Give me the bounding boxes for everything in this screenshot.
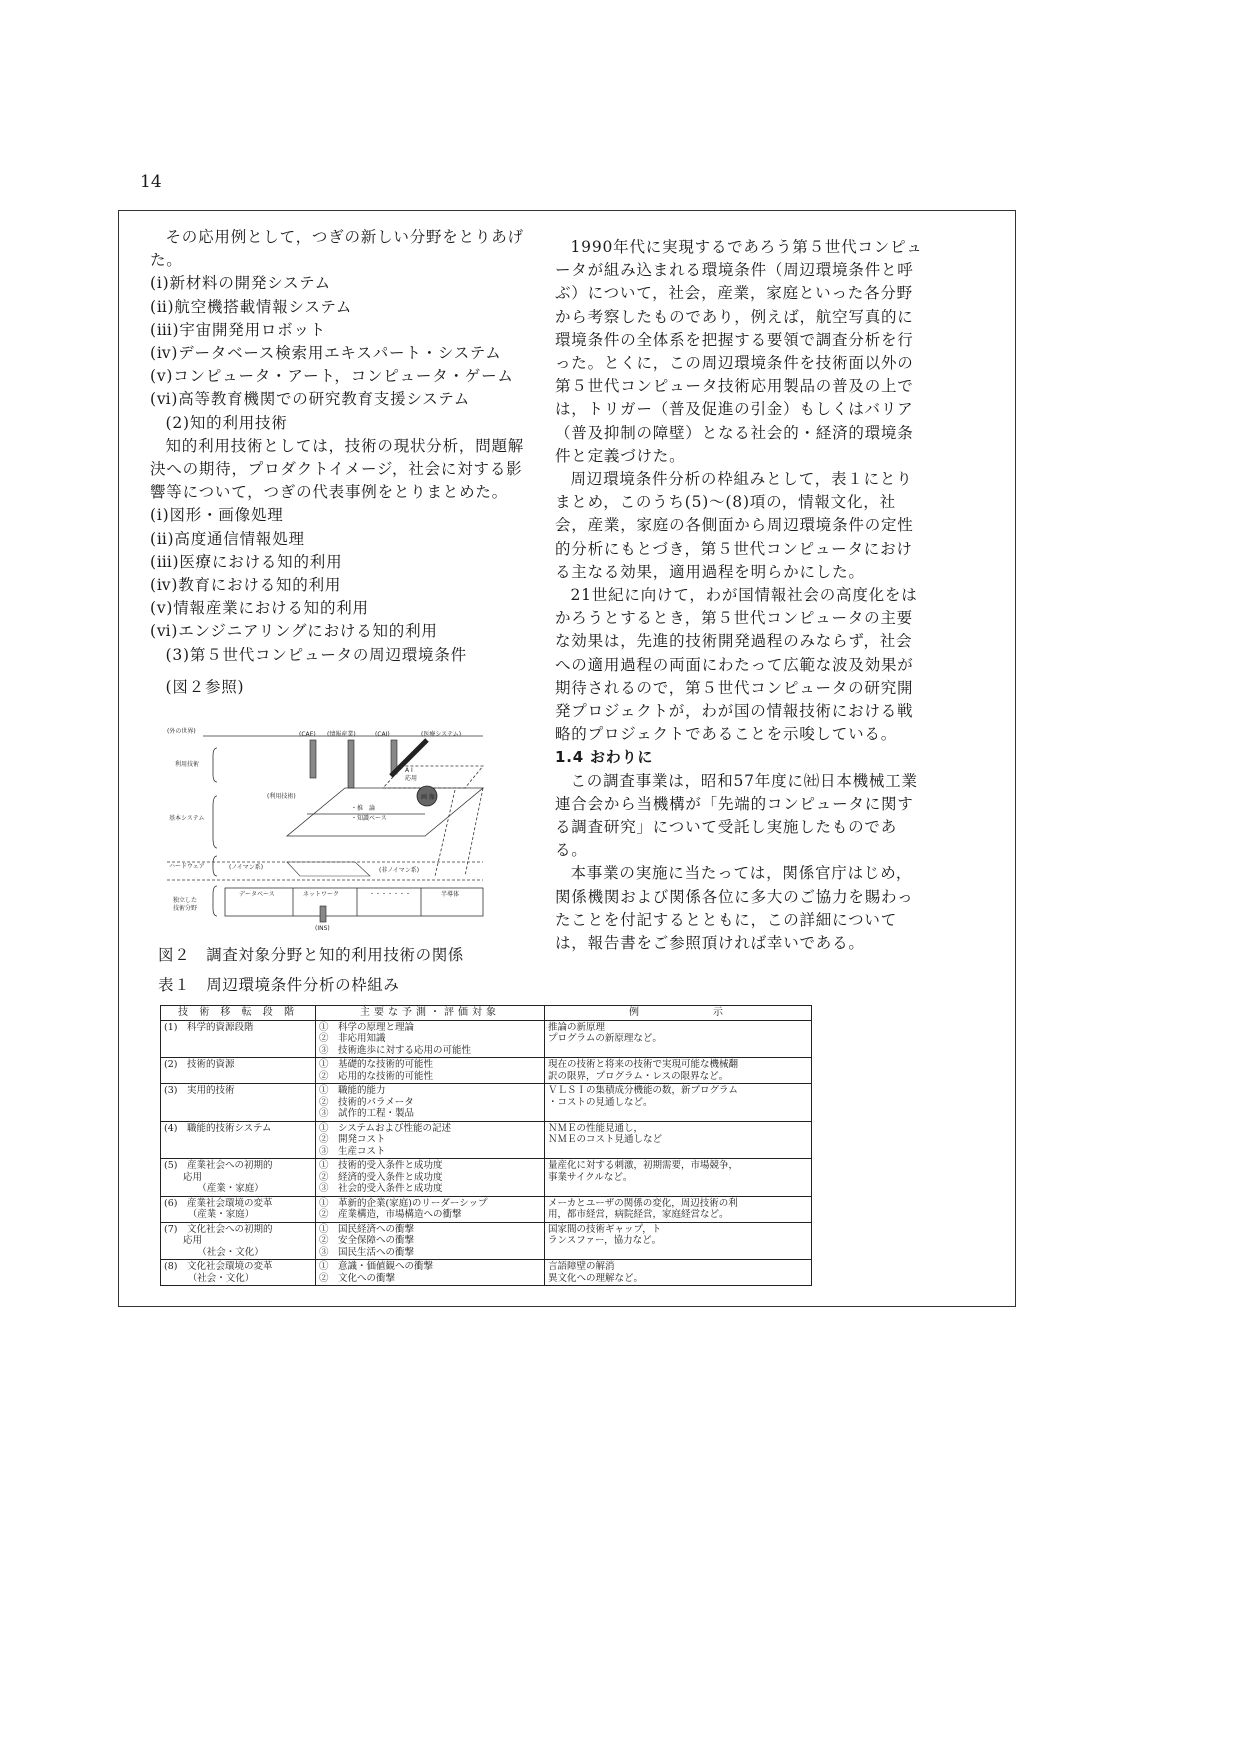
header-targets: 主要な予測・評価対象 <box>316 1006 545 1021</box>
label-inference: ・推 論 <box>351 805 376 812</box>
table-cell-stage <box>161 1084 316 1122</box>
cell-line: ③ 国民生活への衝撃 <box>319 1246 415 1258</box>
list-item: (ⅱ)航空機搭載情報システム <box>150 297 353 316</box>
table-cell-targets <box>316 1159 545 1197</box>
cell-line: （社会・文化） <box>164 1246 264 1258</box>
cell-line: (2) 技術的資源 <box>164 1059 235 1070</box>
table-cell-stage <box>161 1058 316 1084</box>
right-paragraph-2: 周辺環境条件分析の枠組みとして，表１にとりまとめ，このうち(5)～(8)項の，情報文化，社会，産業，家庭の各側面から周辺環境条件の定性的分析にもとづき，第５世代コンピュータにおける主なる効果，適用過程を明らかにした。 <box>555 470 914 581</box>
cell-line: ② 応用的な技術的可能性 <box>319 1070 434 1082</box>
section-heading-conclusion: 1.4 おわりに <box>555 748 654 767</box>
right-paragraph-3: 21世紀に向けて，わが国情報社会の高度化をはかろうとするとき，第５世代コンピュータの主要な効果は，先進的技術開発過程のみならず，社会への適用過程の両面にわたって広範な波及効果が期待されるので，第５世代コンピュータの研究開発プロジェクトが，わが国の情報技術における戦略的プロジェクトであることを示唆している。 <box>555 586 918 744</box>
list-item: (ⅵ)エンジニアリングにおける知的利用 <box>150 622 438 641</box>
cell-line: 応用 <box>164 1235 203 1246</box>
table-cell-examples <box>545 1084 812 1122</box>
right-column <box>555 236 923 955</box>
cell-line: (5) 産業社会への初期的 <box>164 1160 273 1171</box>
table-row <box>161 1260 812 1286</box>
intro-paragraph: その応用例として，つぎの新しい分野をとりあげた。 <box>150 228 524 270</box>
table-row <box>161 1159 812 1197</box>
cell-line: ③ 社会的受入条件と成功度 <box>319 1183 443 1194</box>
table-row <box>161 1121 812 1159</box>
table-cell-stage <box>161 1020 316 1058</box>
cell-line: ① 技術的受入条件と成功度 <box>319 1160 443 1171</box>
cell-line: ② 開発コスト <box>319 1134 386 1145</box>
cell-line: 応用 <box>164 1171 203 1183</box>
cell-line: (6) 産業社会環境の変革 <box>164 1197 273 1209</box>
list-item: (ⅲ)宇宙開発用ロボット <box>150 320 327 339</box>
list-item: (ⅱ)高度通信情報処理 <box>150 529 305 548</box>
cell-line: ① 職能的能力 <box>319 1085 386 1096</box>
table-cell-examples <box>545 1260 812 1286</box>
label-database: データベース <box>239 891 275 898</box>
label-image: 画 像 <box>421 794 435 801</box>
table-cell-examples <box>545 1020 812 1058</box>
label-semiconductor: 半導体 <box>441 891 460 898</box>
cell-line: ① 意識・価値観への衝撃 <box>319 1261 434 1272</box>
figure-caption: 図２ 調査対象分野と知的利用技術の関係 <box>158 946 464 964</box>
table-cell-targets <box>316 1020 545 1058</box>
cell-line: プログラムの新原理など。 <box>548 1033 662 1044</box>
list-item: (ⅰ)新材料の開発システム <box>150 274 331 293</box>
table-cell-stage <box>161 1260 316 1286</box>
label-knowledge-base: ・知識ベース <box>351 815 387 822</box>
label-info-industry: (情報産業) <box>327 731 356 738</box>
header-stage: 技 術 移 転 段 階 <box>161 1006 316 1021</box>
label-neumann: (ノイマン系) <box>229 864 264 871</box>
table-cell-stage <box>161 1222 316 1260</box>
label-usage-tech: 利用技術 <box>175 761 200 768</box>
cell-line: (3) 実用的技術 <box>164 1085 235 1096</box>
cell-line: 異文化への理解など。 <box>548 1272 644 1284</box>
table-cell-stage <box>161 1196 316 1222</box>
cell-line: 事業サイクルなど。 <box>548 1171 633 1183</box>
label-ai-app-2: 応用 <box>405 775 418 782</box>
cell-line: ＶＬＳＩの集積成分機能の数，新プログラム <box>548 1085 738 1096</box>
label-outer-world: (外の世界) <box>167 728 196 735</box>
label-ai-app-1: A I <box>405 767 413 774</box>
page-number: 14 <box>140 172 162 192</box>
case-list <box>150 504 530 643</box>
label-cai: (CAI) <box>375 731 390 738</box>
table-row <box>161 1058 812 1084</box>
cell-line: ＮＭＥの性能見通し， <box>548 1122 644 1134</box>
cell-line: 量産化に対する刺激，初期需要，市場競争， <box>548 1160 739 1171</box>
list-item: (ⅰ)図形・画像処理 <box>150 506 284 525</box>
cell-line: （社会・文化） <box>164 1272 255 1284</box>
cell-line: ① 科学の原理と理論 <box>319 1021 415 1033</box>
cell-line: （産業・家庭） <box>164 1183 264 1194</box>
cell-line: ・コストの見通しなど。 <box>548 1096 653 1108</box>
label-medical: (医療システム) <box>421 731 462 738</box>
label-ins: (INS) <box>315 925 330 931</box>
cell-line: ② 技術的パラメータ <box>319 1096 414 1108</box>
list-item: (ⅳ)データベース検索用エキスパート・システム <box>150 344 502 363</box>
table-cell-targets <box>316 1058 545 1084</box>
heading-intelligent-usage: (2)知的利用技術 <box>165 413 288 432</box>
cell-line: 国家間の技術ギャップ，ト <box>548 1223 662 1235</box>
cell-line: ③ 試作的工程・製品 <box>319 1108 415 1119</box>
table-cell-examples <box>545 1222 812 1260</box>
list-item: (ⅲ)医療における知的利用 <box>150 552 343 571</box>
cell-line: ③ 生産コスト <box>319 1145 386 1157</box>
cell-line: ① 国民経済への衝撃 <box>319 1223 415 1235</box>
table-row <box>161 1196 812 1222</box>
list-item: (ⅴ)情報産業における知的利用 <box>150 599 369 618</box>
heading-environment: (3)第５世代コンピュータの周辺環境条件 <box>165 645 467 664</box>
cell-line: ② 文化への衝撃 <box>319 1272 396 1284</box>
cell-line: (4) 職能的技術システム <box>164 1122 272 1134</box>
right-paragraph-1: 1990年代に実現するであろう第５世代コンピュータが組み込まれる環境条件（周辺環境条件と呼ぶ）について，社会，産業，家庭といった各分野から考察したものであり，例えば，航空写真的に環境条件の全体系を把握する要領で調査分析を行った。とくに，この周辺環境条件を技術面以外の第５世代コンピュータ技術応用製品の普及の上では，トリガー（普及促進の引金）もしくはバリア（普及抑制の障壁）となる社会的・経済的環境条件と定義づけた。 <box>555 238 923 465</box>
cell-line: 訳の限界，プログラム・レスの限界など。 <box>548 1070 729 1082</box>
table-cell-targets <box>316 1260 545 1286</box>
table-cell-stage <box>161 1121 316 1159</box>
table-cell-targets <box>316 1222 545 1260</box>
table-cell-stage <box>161 1159 316 1197</box>
cell-line: 推論の新原理 <box>548 1021 606 1033</box>
cell-line: (1) 科学的資源段階 <box>164 1021 254 1033</box>
cell-line: (8) 文化社会環境の変革 <box>164 1261 273 1272</box>
table-row <box>161 1020 812 1058</box>
header-examples: 例 示 <box>545 1006 812 1021</box>
label-network: ネットワーク <box>303 891 340 898</box>
right-paragraph-5: 本事業の実施に当たっては，関係官庁はじめ，関係機関および関係各位に多大のご協力を賜わったことを付記するとともに，この詳細については，報告書をご参照頂ければ幸いである。 <box>555 864 914 953</box>
table-cell-examples <box>545 1159 812 1197</box>
label-basic-system: 基本システム <box>169 815 205 822</box>
cell-line: 現在の技術と将来の技術で実現可能な機械翻 <box>548 1059 739 1070</box>
label-cae: (CAE) <box>299 731 316 738</box>
figure-reference: (図２参照) <box>165 677 245 696</box>
label-dots: ・・・・・・・ <box>369 891 412 898</box>
cell-line: ② 安全保障への衝撃 <box>319 1235 415 1246</box>
table-cell-targets <box>316 1196 545 1222</box>
cell-line: ＮＭＥのコスト見通しなど <box>548 1134 663 1145</box>
cell-line: 言語障壁の解消 <box>548 1261 615 1272</box>
cell-line: ① 基礎的な技術的可能性 <box>319 1059 434 1070</box>
table-cell-examples <box>545 1196 812 1222</box>
cell-line: ② 非応用知識 <box>319 1033 386 1044</box>
intelligent-usage-paragraph: 知的利用技術としては，技術の現状分析，問題解決への期待，プロダクトイメージ，社会に対する影響等について，つぎの代表事例をとりまとめた。 <box>150 436 525 502</box>
table-cell-targets <box>316 1121 545 1159</box>
cell-line: メーカとユーザの関係の変化，周辺技術の利 <box>548 1197 738 1209</box>
table-caption: 表１ 周辺環境条件分析の枠組み <box>158 976 400 994</box>
table-row <box>161 1222 812 1260</box>
table-cell-examples <box>545 1121 812 1159</box>
framework-table <box>160 1005 812 1286</box>
label-usage-tech-paren: (利用技術) <box>267 793 296 800</box>
cell-line: ① システムおよび性能の記述 <box>319 1122 452 1134</box>
list-item: (ⅳ)教育における知的利用 <box>150 576 342 595</box>
cell-line: (7) 文化社会への初期的 <box>164 1223 273 1235</box>
table-header-row <box>161 1006 812 1021</box>
cell-line: ② 経済的受入条件と成功度 <box>319 1171 443 1183</box>
cell-line: 用，都市経営，病院経営，家庭経営など。 <box>548 1209 729 1220</box>
label-independent-2: 技術分野 <box>173 905 198 912</box>
cell-line: ② 産業構造，市場構造への衝撃 <box>319 1209 462 1220</box>
table-cell-targets <box>316 1084 545 1122</box>
cell-line: ③ 技術進歩に対する応用の可能性 <box>319 1044 472 1056</box>
table-row <box>161 1084 812 1122</box>
list-item: (ⅴ)コンピュータ・アート，コンピュータ・ゲーム <box>150 367 514 386</box>
cell-line: （産業・家庭） <box>164 1209 255 1220</box>
cell-line: ランスファー，協力など。 <box>548 1235 662 1246</box>
label-hardware: ハードウェア <box>169 863 205 870</box>
list-item: (ⅵ)高等教育機関での研究教育支援システム <box>150 390 471 409</box>
table-cell-examples <box>545 1058 812 1084</box>
application-list <box>150 272 530 411</box>
left-column <box>150 226 530 699</box>
figure-2-diagram <box>165 726 495 931</box>
cell-line: ① 革新的企業(家庭)のリーダーシップ <box>319 1197 488 1209</box>
label-independent-1: 独立した <box>173 897 198 904</box>
right-paragraph-4: この調査事業は，昭和57年度に㈳日本機械工業連合会から当機構が「先端的コンピュータに関する調査研究」について受託し実施したものである。 <box>555 771 918 860</box>
label-non-neumann: (非ノイマン系) <box>379 867 420 874</box>
